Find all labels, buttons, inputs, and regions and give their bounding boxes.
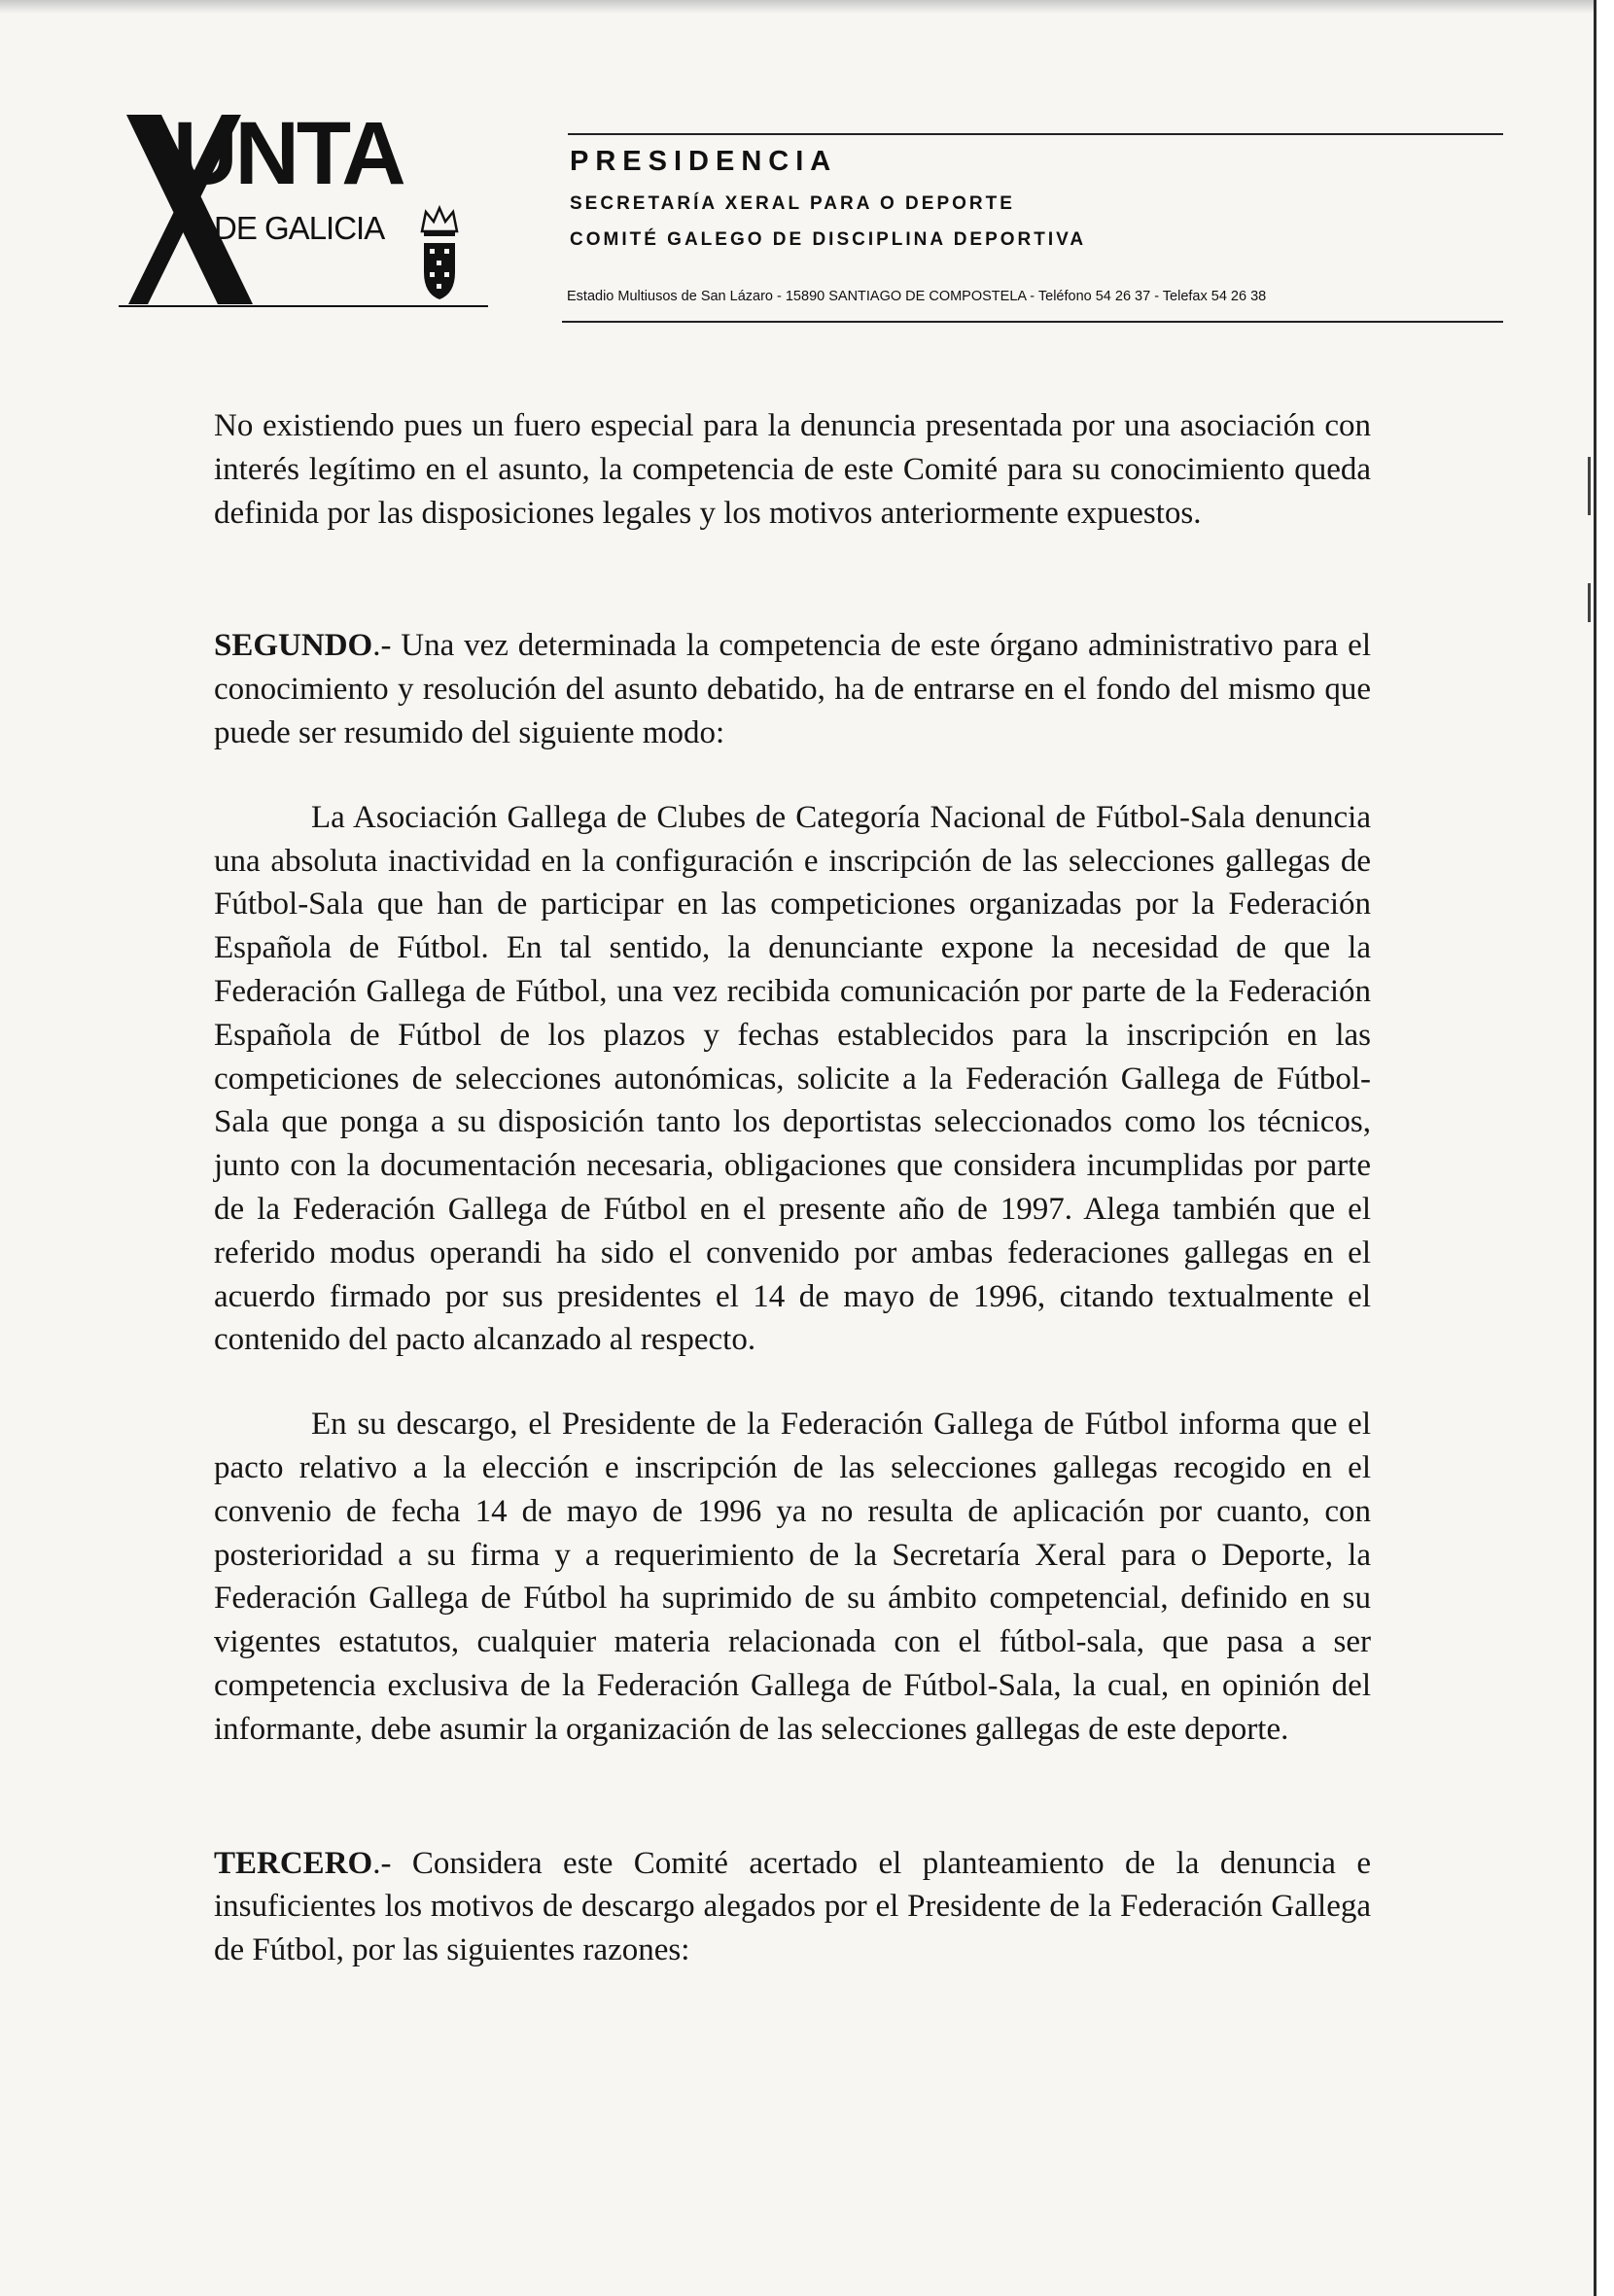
xunta-logo	[119, 104, 498, 309]
paragraph-segundo	[214, 624, 1371, 754]
paragraph-segundo-text: .- Una vez determinada la competencia de este órgano administrativo para el conocimiento y resolución del asunto debatido, ha de entrarse en el fondo del mismo que puede ser resumido del siguiente modo:	[214, 628, 1371, 750]
margin-mark	[1588, 583, 1591, 622]
paragraph-denuncia: La Asociación Gallega de Clubes de Categoría Nacional de Fútbol-Sala denuncia una absoluta inactividad en la configuración e inscripción de las selecciones gallegas de Fútbol-Sala que han de participar en las competiciones organizadas por la Federación Española de Fútbol. En tal sentido, la denunciante expone la necesidad de que la Federación Gallega de Fútbol, una vez recibida comunicación por parte de la Federación Española de Fútbol de los plazos y fechas establecidos para la inscripción en las competiciones de selecciones autonómicas, solicite a la Federación Gallega de Fútbol-Sala que ponga a su disposición tanto los deportistas seleccionados como los técnicos, junto con la documentación necesaria, obligaciones que considera incumplidas por parte de la Federación Gallega de Fútbol en el presente año de 1997. Alega también que el referido modus operandi ha sido el convenido por ambas federaciones gallegas en el acuerdo firmado por sus presidentes el 14 de mayo de 1996, citando textualmente el contenido del pacto alcanzado al respecto.	[214, 799, 1371, 1358]
paragraph-tercero-text: .- Considera este Comité acertado el planteamiento de la denuncia e insuficientes los motivos de descargo alegados por el Presidente de la Federación Gallega de Fútbol, por las siguientes razones:	[214, 1845, 1371, 1968]
scan-top-edge	[0, 0, 1614, 14]
paragraph-tercero	[214, 1842, 1371, 1972]
crown-shield-icon	[418, 204, 461, 301]
header-divider-top	[568, 133, 1503, 135]
committee-name: COMITÉ GALEGO DE DISCIPLINA DEPORTIVA	[570, 229, 1087, 250]
contact-address: Estadio Multiusos de San Lázaro - 15890 SANTIAGO DE COMPOSTELA - Teléfono 54 26 37 - Telefax 54 26 38	[567, 289, 1267, 304]
department-name: SECRETARÍA XERAL PARA O DEPORTE	[570, 193, 1015, 214]
margin-mark	[1588, 457, 1591, 515]
section-heading-tercero: TERCERO	[214, 1845, 373, 1881]
logo-wordmark: UNTA	[173, 104, 404, 203]
logo-divider	[119, 305, 488, 307]
paragraph-descargo: En su descargo, el Presidente de la Federación Gallega de Fútbol informa que el pacto relativo a la elección e inscripción de las selecciones gallegas recogido en el convenio de fecha 14 de mayo de 1996 ya no resulta de aplicación por cuanto, con posterioridad a su firma y a requerimiento de la Secretaría Xeral para o Deporte, la Federación Gallega de Fútbol ha suprimido de su ámbito competencial, definido en su vigentes estatutos, cualquier materia relacionada con el fútbol-sala, que pasa a ser competencia exclusiva de la Federación Gallega de Fútbol-Sala, la cual, en opinión del informante, debe asumir la organización de las selecciones gallegas de este deporte.	[214, 1407, 1371, 1747]
scan-page-edge	[1594, 0, 1614, 2296]
header-divider-bottom	[562, 321, 1503, 323]
paragraph-1: No existiendo pues un fuero especial para la denuncia presentada por una asociación con interés legítimo en el asunto, la competencia de este Comité para su conocimiento queda definida por las disposiciones legales y los motivos anteriormente expuestos.	[214, 408, 1371, 531]
logo-subtitle: DE GALICIA	[214, 210, 385, 246]
document-body	[214, 404, 1371, 1972]
section-heading-segundo: SEGUNDO	[214, 628, 373, 664]
office-title: PRESIDENCIA	[570, 146, 838, 177]
